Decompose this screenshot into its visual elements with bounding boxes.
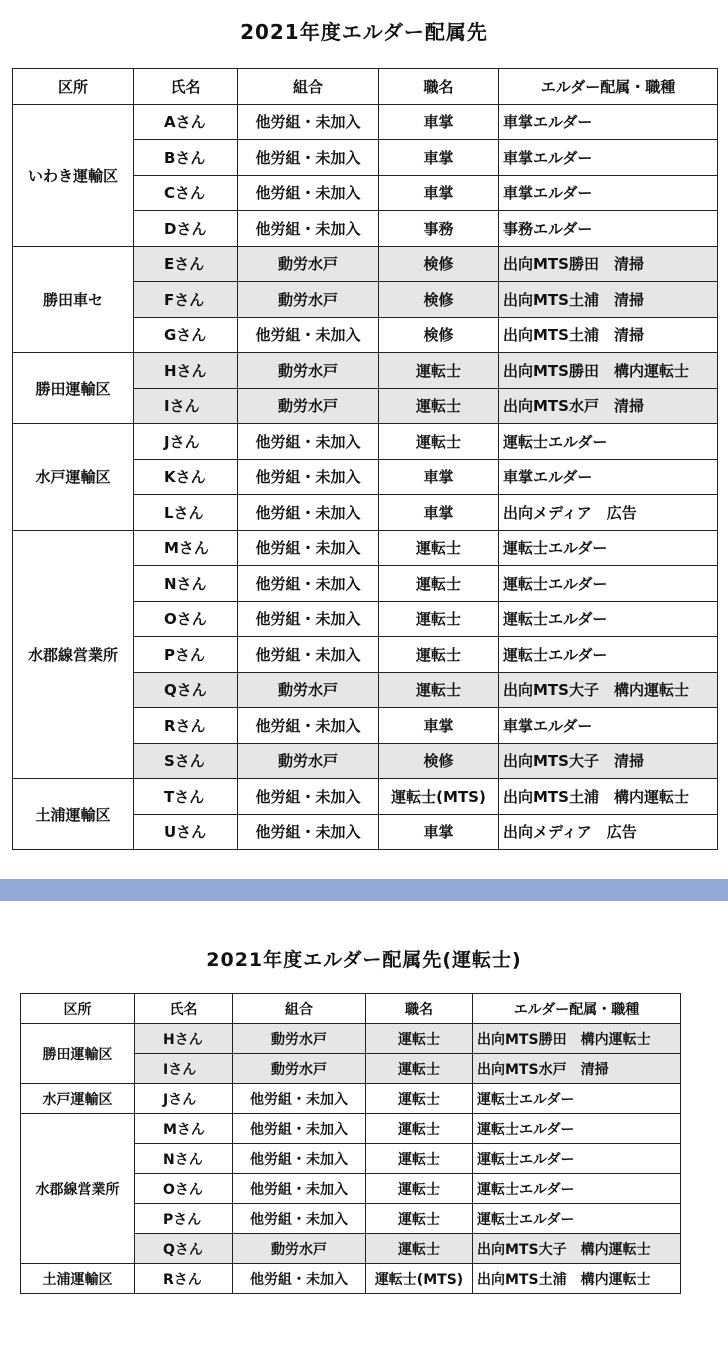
assignment-cell: 車掌エルダー xyxy=(499,104,718,140)
union-cell: 他労組・未加入 xyxy=(238,566,379,602)
name-cell: Jさん xyxy=(134,424,238,460)
assignment-cell: 出向MTS大子 構内運転士 xyxy=(473,1234,681,1264)
table-row xyxy=(21,1084,681,1114)
header-job-title: 職名 xyxy=(366,994,473,1024)
table-row xyxy=(21,1114,681,1144)
name-cell: Iさん xyxy=(134,388,238,424)
job-title-cell: 車掌 xyxy=(379,708,499,744)
job-title-cell: 検修 xyxy=(379,317,499,353)
assignment-cell: 運転士エルダー xyxy=(473,1204,681,1234)
job-title-cell: 運転士 xyxy=(366,1024,473,1054)
job-title-cell: 車掌 xyxy=(379,495,499,531)
job-title-cell: 運転士 xyxy=(366,1174,473,1204)
office-cell: 水戸運輸区 xyxy=(21,1084,135,1114)
name-cell: Nさん xyxy=(134,566,238,602)
office-cell: 水郡線営業所 xyxy=(13,530,134,779)
table-row xyxy=(13,779,718,815)
header-office: 区所 xyxy=(13,69,134,105)
name-cell: Qさん xyxy=(135,1234,233,1264)
union-cell: 他労組・未加入 xyxy=(238,814,379,850)
header-name: 氏名 xyxy=(135,994,233,1024)
assignment-cell: 出向MTS大子 清掃 xyxy=(499,743,718,779)
job-title-cell: 運転士 xyxy=(366,1234,473,1264)
assignment-cell: 出向MTS水戸 清掃 xyxy=(499,388,718,424)
assignment-cell: 運転士エルダー xyxy=(473,1084,681,1114)
header-assignment: エルダー配属・職種 xyxy=(473,994,681,1024)
assignment-cell: 運転士エルダー xyxy=(499,530,718,566)
job-title-cell: 車掌 xyxy=(379,459,499,495)
assignment-cell: 車掌エルダー xyxy=(499,708,718,744)
assignment-cell: 出向MTS土浦 構内運転士 xyxy=(473,1264,681,1294)
union-cell: 他労組・未加入 xyxy=(238,530,379,566)
assignment-cell: 運転士エルダー xyxy=(499,424,718,460)
assignment-cell: 出向MTS勝田 清掃 xyxy=(499,246,718,282)
job-title-cell: 運転士 xyxy=(379,530,499,566)
assignment-cell: 車掌エルダー xyxy=(499,175,718,211)
assignment-cell: 運転士エルダー xyxy=(499,566,718,602)
assignment-cell: 出向MTS大子 構内運転士 xyxy=(499,672,718,708)
job-title-cell: 運転士 xyxy=(366,1114,473,1144)
name-cell: Gさん xyxy=(134,317,238,353)
job-title-cell: 運転士 xyxy=(379,424,499,460)
name-cell: Mさん xyxy=(135,1114,233,1144)
union-cell: 他労組・未加入 xyxy=(238,495,379,531)
table-row xyxy=(13,530,718,566)
name-cell: Aさん xyxy=(134,104,238,140)
name-cell: Rさん xyxy=(135,1264,233,1294)
union-cell: 他労組・未加入 xyxy=(233,1174,366,1204)
name-cell: Oさん xyxy=(134,601,238,637)
job-title-cell: 運転士 xyxy=(366,1144,473,1174)
union-cell: 動労水戸 xyxy=(233,1234,366,1264)
table-header-row xyxy=(21,994,681,1024)
job-title-cell: 事務 xyxy=(379,211,499,247)
header-office: 区所 xyxy=(21,994,135,1024)
union-cell: 他労組・未加入 xyxy=(238,211,379,247)
assignment-cell: 出向MTS勝田 構内運転士 xyxy=(473,1024,681,1054)
name-cell: Kさん xyxy=(134,459,238,495)
job-title-cell: 運転士 xyxy=(366,1084,473,1114)
union-cell: 他労組・未加入 xyxy=(238,779,379,815)
assignment-cell: 運転士エルダー xyxy=(499,601,718,637)
assignment-cell: 運転士エルダー xyxy=(473,1174,681,1204)
name-cell: Rさん xyxy=(134,708,238,744)
document-title: 2021年度エルダー配属先 xyxy=(240,20,488,44)
union-cell: 動労水戸 xyxy=(238,743,379,779)
table-row xyxy=(21,1264,681,1294)
table-body xyxy=(21,1024,681,1294)
job-title-cell: 運転士(MTS) xyxy=(379,779,499,815)
name-cell: Mさん xyxy=(134,530,238,566)
name-cell: Hさん xyxy=(135,1024,233,1054)
job-title-cell: 運転士 xyxy=(379,388,499,424)
table-body xyxy=(13,104,718,850)
union-cell: 他労組・未加入 xyxy=(238,140,379,176)
union-cell: 動労水戸 xyxy=(233,1054,366,1084)
job-title-cell: 検修 xyxy=(379,246,499,282)
assignment-cell: 車掌エルダー xyxy=(499,459,718,495)
name-cell: Iさん xyxy=(135,1054,233,1084)
assignment-cell: 出向メディア 広告 xyxy=(499,495,718,531)
header-job-title: 職名 xyxy=(379,69,499,105)
header-union: 組合 xyxy=(238,69,379,105)
name-cell: Hさん xyxy=(134,353,238,389)
assignment-cell: 出向MTS土浦 清掃 xyxy=(499,317,718,353)
assignment-cell: 出向MTS勝田 構内運転士 xyxy=(499,353,718,389)
name-cell: Eさん xyxy=(134,246,238,282)
job-title-cell: 運転士 xyxy=(379,601,499,637)
job-title-cell: 運転士 xyxy=(379,637,499,673)
assignment-cell: 出向MTS土浦 清掃 xyxy=(499,282,718,318)
name-cell: Lさん xyxy=(134,495,238,531)
job-title-cell: 運転士 xyxy=(366,1054,473,1084)
assignment-cell: 運転士エルダー xyxy=(473,1114,681,1144)
table-row xyxy=(13,353,718,389)
office-cell: 水郡線営業所 xyxy=(21,1114,135,1264)
office-cell: 勝田運輸区 xyxy=(13,353,134,424)
union-cell: 他労組・未加入 xyxy=(233,1084,366,1114)
union-cell: 他労組・未加入 xyxy=(238,459,379,495)
header-assignment: エルダー配属・職種 xyxy=(499,69,718,105)
header-union: 組合 xyxy=(233,994,366,1024)
job-title-cell: 運転士(MTS) xyxy=(366,1264,473,1294)
union-cell: 他労組・未加入 xyxy=(238,637,379,673)
name-cell: Dさん xyxy=(134,211,238,247)
job-title-cell: 車掌 xyxy=(379,175,499,211)
table-row xyxy=(21,1024,681,1054)
job-title-cell: 車掌 xyxy=(379,140,499,176)
assignment-cell: 車掌エルダー xyxy=(499,140,718,176)
name-cell: Oさん xyxy=(135,1174,233,1204)
office-cell: 水戸運輸区 xyxy=(13,424,134,531)
union-cell: 他労組・未加入 xyxy=(238,317,379,353)
name-cell: Pさん xyxy=(135,1204,233,1234)
document-title-drivers: 2021年度エルダー配属先(運転士) xyxy=(206,949,522,971)
union-cell: 他労組・未加入 xyxy=(233,1204,366,1234)
name-cell: Jさん xyxy=(135,1084,233,1114)
name-cell: Tさん xyxy=(134,779,238,815)
office-cell: 土浦運輸区 xyxy=(21,1264,135,1294)
union-cell: 他労組・未加入 xyxy=(238,601,379,637)
assignment-cell: 運転士エルダー xyxy=(473,1144,681,1174)
union-cell: 動労水戸 xyxy=(233,1024,366,1054)
elder-assignment-table xyxy=(12,68,718,850)
assignment-cell: 運転士エルダー xyxy=(499,637,718,673)
office-cell: 勝田車セ xyxy=(13,246,134,353)
assignment-cell: 出向MTS水戸 清掃 xyxy=(473,1054,681,1084)
union-cell: 動労水戸 xyxy=(238,353,379,389)
job-title-cell: 車掌 xyxy=(379,104,499,140)
table-row xyxy=(13,104,718,140)
job-title-cell: 運転士 xyxy=(366,1204,473,1234)
name-cell: Pさん xyxy=(134,637,238,673)
header-name: 氏名 xyxy=(134,69,238,105)
job-title-cell: 車掌 xyxy=(379,814,499,850)
table-row xyxy=(13,424,718,460)
office-cell: 土浦運輸区 xyxy=(13,779,134,850)
name-cell: Qさん xyxy=(134,672,238,708)
name-cell: Sさん xyxy=(134,743,238,779)
assignment-cell: 出向MTS土浦 構内運転士 xyxy=(499,779,718,815)
union-cell: 動労水戸 xyxy=(238,672,379,708)
office-cell: いわき運輸区 xyxy=(13,104,134,246)
job-title-cell: 検修 xyxy=(379,743,499,779)
job-title-cell: 検修 xyxy=(379,282,499,318)
union-cell: 動労水戸 xyxy=(238,388,379,424)
office-cell: 勝田運輸区 xyxy=(21,1024,135,1084)
union-cell: 他労組・未加入 xyxy=(233,1114,366,1144)
name-cell: Bさん xyxy=(134,140,238,176)
job-title-cell: 運転士 xyxy=(379,672,499,708)
union-cell: 動労水戸 xyxy=(238,246,379,282)
union-cell: 他労組・未加入 xyxy=(238,104,379,140)
assignment-cell: 事務エルダー xyxy=(499,211,718,247)
elder-assignment-table-drivers xyxy=(20,993,681,1294)
name-cell: Nさん xyxy=(135,1144,233,1174)
assignment-cell: 出向メディア 広告 xyxy=(499,814,718,850)
union-cell: 他労組・未加入 xyxy=(238,175,379,211)
job-title-cell: 運転士 xyxy=(379,353,499,389)
union-cell: 動労水戸 xyxy=(238,282,379,318)
union-cell: 他労組・未加入 xyxy=(238,708,379,744)
union-cell: 他労組・未加入 xyxy=(233,1264,366,1294)
name-cell: Uさん xyxy=(134,814,238,850)
table-row xyxy=(13,246,718,282)
name-cell: Fさん xyxy=(134,282,238,318)
union-cell: 他労組・未加入 xyxy=(238,424,379,460)
job-title-cell: 運転士 xyxy=(379,566,499,602)
union-cell: 他労組・未加入 xyxy=(233,1144,366,1174)
name-cell: Cさん xyxy=(134,175,238,211)
table-header-row xyxy=(13,69,718,105)
divider-band xyxy=(0,879,728,901)
